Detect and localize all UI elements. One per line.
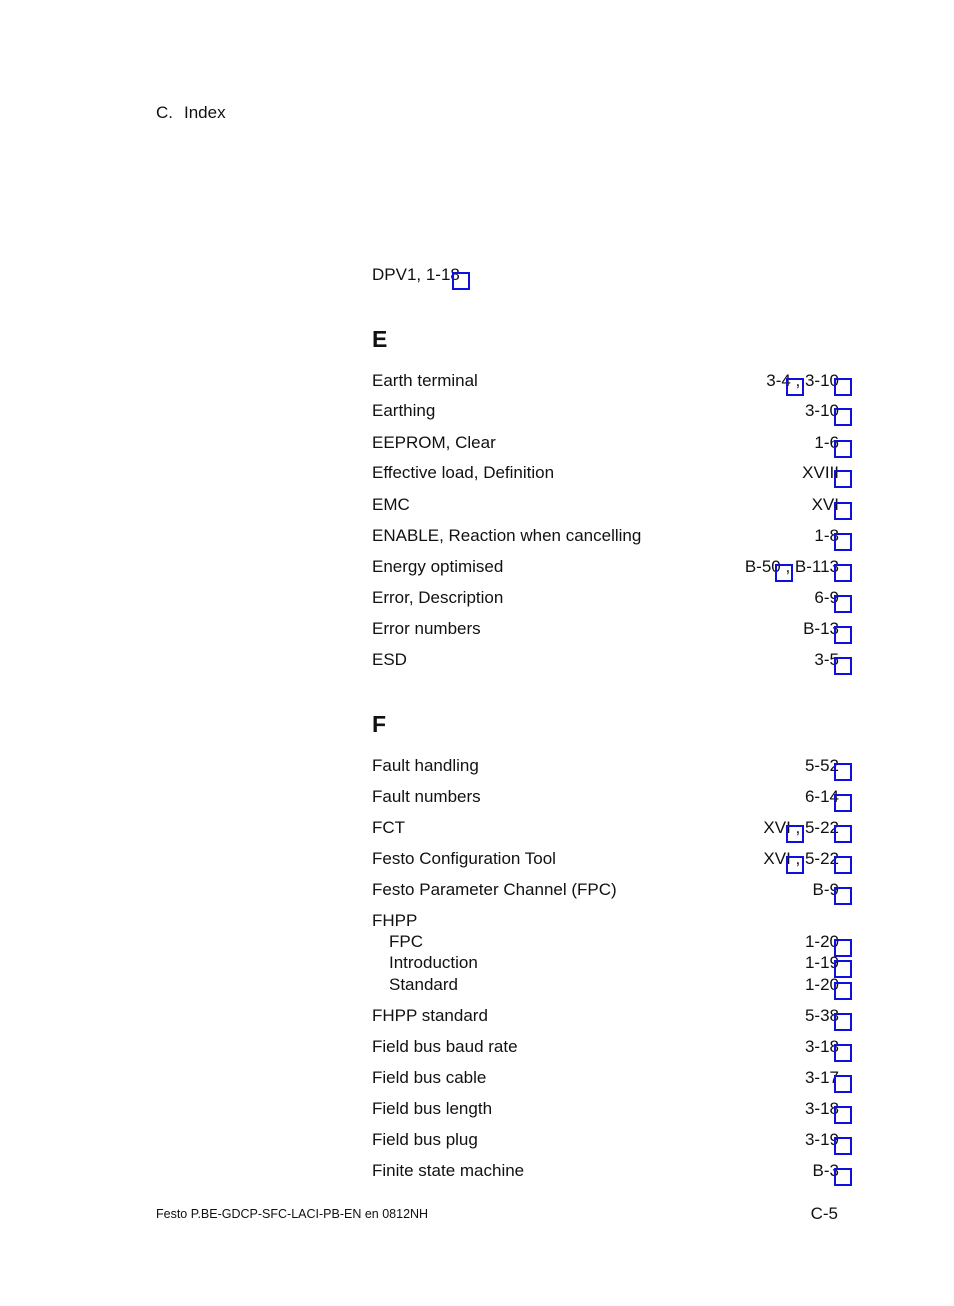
link-box[interactable] bbox=[834, 982, 852, 1000]
index-refs[interactable]: 3-5 bbox=[814, 650, 839, 669]
footer-page-number: C-5 bbox=[810, 1204, 838, 1223]
index-refs[interactable]: B-3 bbox=[812, 1161, 839, 1180]
section-title: Index bbox=[184, 103, 226, 122]
index-entry bbox=[372, 370, 839, 392]
index-term: Field bus baud rate bbox=[372, 1037, 518, 1056]
link-box[interactable] bbox=[452, 272, 470, 290]
index-refs[interactable]: B-9 bbox=[812, 880, 839, 899]
index-entry bbox=[372, 264, 839, 286]
index-refs[interactable]: 3-10 bbox=[804, 401, 839, 420]
index-term: DPV1, 1-18 bbox=[372, 265, 460, 284]
section-letter-e: E bbox=[372, 326, 388, 352]
index-term: EMC bbox=[372, 495, 410, 514]
section-letter-f: F bbox=[372, 711, 387, 737]
index-term: Field bus length bbox=[372, 1099, 493, 1118]
index-refs[interactable]: 3-4 , 3-10 bbox=[766, 371, 839, 390]
index-term: ENABLE, Reaction when cancelling bbox=[372, 526, 642, 545]
index-term: Error, Description bbox=[372, 588, 504, 607]
link-box[interactable] bbox=[834, 440, 852, 458]
link-box[interactable] bbox=[834, 1168, 852, 1186]
link-box[interactable] bbox=[834, 470, 852, 488]
index-term: FPC bbox=[389, 932, 423, 951]
index-entry bbox=[372, 649, 839, 671]
index-entry bbox=[372, 910, 839, 932]
index-entry bbox=[372, 556, 839, 578]
index-entry bbox=[372, 462, 839, 484]
index-term: Fault numbers bbox=[372, 787, 481, 806]
index-refs[interactable]: 3-17 bbox=[804, 1068, 839, 1087]
link-box[interactable] bbox=[834, 657, 852, 675]
index-refs[interactable]: XVI , 5-22 bbox=[763, 849, 839, 868]
index-term: Energy optimised bbox=[372, 557, 504, 576]
section-number: C. bbox=[156, 103, 173, 122]
index-term: Festo Configuration Tool bbox=[372, 849, 556, 868]
index-subentry bbox=[372, 952, 839, 974]
index-entry bbox=[372, 879, 839, 901]
index-entry bbox=[372, 587, 839, 609]
link-box[interactable] bbox=[834, 408, 852, 426]
link-box[interactable] bbox=[834, 856, 852, 874]
index-refs[interactable]: 6-14 bbox=[804, 787, 839, 806]
link-box[interactable] bbox=[834, 1044, 852, 1062]
index-refs[interactable]: 5-38 bbox=[804, 1006, 839, 1025]
index-refs[interactable]: B-50 , B-113 bbox=[744, 557, 839, 576]
index-entry bbox=[372, 1067, 839, 1089]
index-entry bbox=[372, 1129, 839, 1151]
link-box[interactable] bbox=[834, 1075, 852, 1093]
link-box[interactable] bbox=[834, 1013, 852, 1031]
index-term: FCT bbox=[372, 818, 406, 837]
index-entry bbox=[372, 786, 839, 808]
index-refs[interactable]: 1-20 bbox=[804, 932, 839, 951]
link-box[interactable] bbox=[834, 763, 852, 781]
index-entry bbox=[372, 400, 839, 422]
index-refs[interactable]: 3-18 bbox=[804, 1099, 839, 1118]
footer-doc-id: Festo P.BE-GDCP-SFC-LACI-PB-EN en 0812NH bbox=[156, 1207, 429, 1221]
link-box[interactable] bbox=[786, 825, 804, 843]
index-term: Finite state machine bbox=[372, 1161, 525, 1180]
index-refs[interactable]: 3-18 bbox=[804, 1037, 839, 1056]
link-box[interactable] bbox=[786, 378, 804, 396]
link-box[interactable] bbox=[834, 1137, 852, 1155]
index-entry bbox=[372, 817, 839, 839]
index-term: Field bus plug bbox=[372, 1130, 478, 1149]
index-term: ESD bbox=[372, 650, 407, 669]
index-term: Field bus cable bbox=[372, 1068, 487, 1087]
index-entry bbox=[372, 432, 839, 454]
index-entry bbox=[372, 1005, 839, 1027]
link-box[interactable] bbox=[834, 533, 852, 551]
index-refs[interactable]: 1-6 bbox=[814, 433, 839, 452]
index-refs[interactable]: 6-9 bbox=[814, 588, 839, 607]
index-term: FHPP standard bbox=[372, 1006, 488, 1025]
index-entry bbox=[372, 525, 839, 547]
index-entry bbox=[372, 494, 839, 516]
index-refs[interactable]: 1-20 bbox=[804, 975, 839, 994]
link-box[interactable] bbox=[834, 378, 852, 396]
index-subentry bbox=[372, 931, 839, 953]
index-refs[interactable]: XVIII bbox=[802, 463, 839, 482]
page-header bbox=[156, 103, 226, 123]
index-entry bbox=[372, 618, 839, 640]
index-term: EEPROM, Clear bbox=[372, 433, 496, 452]
link-box[interactable] bbox=[834, 825, 852, 843]
index-term: Earthing bbox=[372, 401, 436, 420]
link-box[interactable] bbox=[834, 626, 852, 644]
link-box[interactable] bbox=[834, 595, 852, 613]
index-refs[interactable]: 1-19 bbox=[804, 953, 839, 972]
link-box[interactable] bbox=[834, 1106, 852, 1124]
link-box[interactable] bbox=[775, 564, 793, 582]
link-box[interactable] bbox=[786, 856, 804, 874]
link-box[interactable] bbox=[834, 794, 852, 812]
index-term: Introduction bbox=[389, 953, 478, 972]
index-term: FHPP bbox=[372, 911, 418, 930]
index-refs[interactable]: B-13 bbox=[803, 619, 839, 638]
link-box[interactable] bbox=[834, 502, 852, 520]
index-term: Standard bbox=[389, 975, 458, 994]
index-entry bbox=[372, 755, 839, 777]
index-entry bbox=[372, 1036, 839, 1058]
index-entry bbox=[372, 1160, 839, 1182]
index-entry bbox=[372, 848, 839, 870]
index-term: Earth terminal bbox=[372, 371, 478, 390]
index-refs[interactable]: 1-8 bbox=[814, 526, 839, 545]
index-entry bbox=[372, 1098, 839, 1120]
index-refs[interactable]: 3-19 bbox=[804, 1130, 839, 1149]
index-refs[interactable]: XVI bbox=[811, 495, 839, 514]
link-box[interactable] bbox=[834, 564, 852, 582]
index-refs[interactable]: XVI , 5-22 bbox=[763, 818, 839, 837]
index-term: Fault handling bbox=[372, 756, 479, 775]
index-term: Effective load, Definition bbox=[372, 463, 555, 482]
index-term: Error numbers bbox=[372, 619, 481, 638]
index-term: Festo Parameter Channel (FPC) bbox=[372, 880, 617, 899]
index-subentry bbox=[372, 974, 839, 996]
index-refs[interactable]: 5-52 bbox=[804, 756, 839, 775]
link-box[interactable] bbox=[834, 887, 852, 905]
